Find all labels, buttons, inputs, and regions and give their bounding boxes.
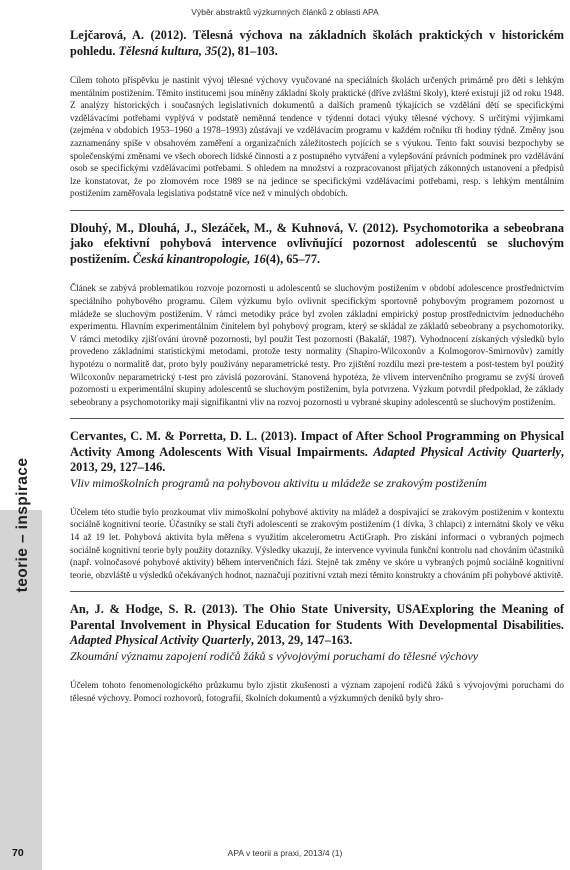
- abstract-text: Účelem této studie bylo prozkoumat vliv mimoškolní pohybové aktivity na mládež a dospívající se zrakovým postižením v kontextu sociálně kognitivní teorie. Účastníky se stali čtyři adolescenti se zrakovým postižením (1 dívka, 3 chlapci) z internátní školy ve věku 14 až 19 let. Pohybová aktivita byla měřena s využitím akcelerometru ActiGraph. Pro získání informací o vybraných pojmech sociálně kognitivní teorie byly použity dotazníky. Výsledky ukazují, že intervence vyvinula funkční kontrolu nad chováním účastníků (např. volnočasové pohybové aktivity) během intervenčních fází. Stejně tak změny ve skóre u vybraných pojmů sociálně kognitivní teorie, obzvláště u výsledků očekávaných hodnot, naznačují pozitivní vztah mezi těmito konstrukty a chováním při pohybové aktivitě.: [70, 506, 564, 580]
- citation-main: Cervantes, C. M. & Porretta, D. L. (2013). Impact of After School Programming on Physical Activity Among Adolescents With Visual Impairments.: [70, 429, 564, 459]
- citation-tail: (2), 81–103.: [217, 43, 278, 58]
- entry-divider: [70, 210, 564, 211]
- citation-journal: Tělesná kultura, 35: [118, 43, 218, 58]
- citation-tail: (4), 65–77.: [265, 251, 321, 266]
- citation-tail: , 2013, 29, 147–163.: [250, 633, 353, 648]
- citation: [70, 221, 564, 268]
- abstract-text: Článek se zabývá problematikou rozvoje pozornosti u adolescentů se sluchovým postižením v období adolescence prostřednictvím speciálního pohybového programu. Cílem výzkumu bylo ovlivnit specifickým sportovně pohybovým programem pozornost u mládeže se sluchovým postižením. V rámci metodiky práce byl zvolen základní empirický postup prostřednictvím jednoduchého experimentu. Hlavním experimentálním činitelem byl pohybový program, který se skládal ze základů sebeobrany a psychomotoriky. V rámci metodiky zjišťování úrovně pozornosti, byl použit Test pozornosti (Bakalář, 1987). Vyhodnocení získaných výsledků bylo provedeno základními statistickými metodami, protože testy normality (Shapiro-Wilcoxonův a Kolmogorov-Smirnovův) zamítly hypotézu o normalitě dat, proto byly použivány neparametrické testy. Pro zjištění rozdílu mezi pre-testem a post-testem byl použitý Wilcoxonův neparametrický t-test pro závislá pozorování. Stanovená hypotéza, že vlivem intervenčního programu se zvýší úroveň pozornosti u experimentální skupiny adolescentů se sluchovým postižením, byla potvrzena. Výzkum potvrdil předpoklad, že základy sebeobrany a psychomotoriky mají signifikantní vliv na rozvoj pozornosti u vybrané skupiny adolescentů se sluchovým postižením.: [70, 283, 564, 407]
- citation: [70, 429, 564, 476]
- citation: [70, 28, 564, 59]
- abstract-entry: [70, 28, 564, 200]
- journal-issue: APA v teorii a praxi, 2013/4 (1): [227, 848, 343, 858]
- translated-title: Zkoumání významu zapojení rodičů žáků s vývojovými poruchami do tělesné výchovy: [70, 648, 479, 663]
- running-header: Výběr abstraktů výzkumných článků z oblasti APA: [191, 7, 379, 17]
- translated-title: Vliv mimoškolních programů na pohybovou aktivitu u mládeže se zrakovým postižením: [70, 475, 487, 490]
- entry-divider: [70, 591, 564, 592]
- abstract-text: Účelem tohoto fenomenologického průzkumu bylo zjistit zkušenosti a význam zapojení rodičů žáků s vývojovými poruchami do tělesné výchovy. Pomocí rozhovorů, fotografií, školních dokumentů a výzkumných deníků byly shro-: [70, 679, 564, 703]
- section-side-label-text: teorie – inspirace: [14, 457, 31, 593]
- citation-journal: Adapted Physical Activity Quarterly: [373, 444, 561, 459]
- abstract-entry: [70, 221, 564, 408]
- page-number: 70: [12, 847, 24, 859]
- abstract-text: Cílem tohoto příspěvku je nastinit vývoj tělesné výchovy vyučované na speciálních školách určených primárně pro děti s lehkým mentálním postižením. Těmito institucemi jsou míněny základní školy praktické (dříve zvláštní školy), které existují již od roku 1948. Z analýzy historických i současných legislativních dokumentů a dalších pramenů týkajících se vzdělání dětí se specifickými vzdělávacími potřebami vyplývá v podstatě neměnná tendence v týdenní dotaci výuky tělesné výchovy. S určitými výjimkami (zejména v obdobích 1953–1960 a 1978–1993) zůstávají ve vzdělávacím programu v každém ročníku tři hodiny týdně. Změny jsou zaznamenány spíše v obsahovém zaměření a organizačních záležitostech pojících se s výukou. Tento fakt souvisí bezpochyby se společenskými změnami ve všech oborech lidské činnosti a z postupného vytváření a vylepšování právních podmínek pro vzdělávání osob se specifickými vzdělávacími potřebami. S ohledem na množství a rozpracovanost přijatých zákonných ustanovení a předpisů lze konstatovat, že po zlomovém roce 1989 se na jedince se specifickými vzdělávacími potřebami, resp. s lehkým mentálním postižením zaměřovala legislativa podstatně více než v minulých obdobích.: [70, 75, 564, 199]
- citation-main: Dlouhý, M., Dlouhá, J., Slezáček, M., & Kuhnová, V. (2012). Psychomotorika a sebeobrana jako efektivní pohybová intervence ovlivňující pozornost adolescentů se sluchovým postižením.: [70, 220, 564, 266]
- abstract-entry: [70, 602, 564, 704]
- citation-main: An, J. & Hodge, S. R. (2013). The Ohio State University, USAExploring the Meaning of Parental Involvement in Physical Education for Students With Developmental Disabilities.: [70, 602, 564, 632]
- citation-main: Lejčarová, A. (2012). Tělesná výchova na základních školách praktických v historickém pohledu.: [70, 28, 564, 58]
- citation-journal: Adapted Physical Activity Quarterly: [70, 633, 251, 648]
- citation: [70, 602, 564, 649]
- citation-tail: , 2013, 29, 127–146.: [70, 444, 564, 475]
- entry-divider: [70, 418, 564, 419]
- abstract-entry: [70, 429, 564, 581]
- abstracts-column: [70, 28, 564, 704]
- citation-journal: Česká kinantropologie, 16: [132, 251, 266, 266]
